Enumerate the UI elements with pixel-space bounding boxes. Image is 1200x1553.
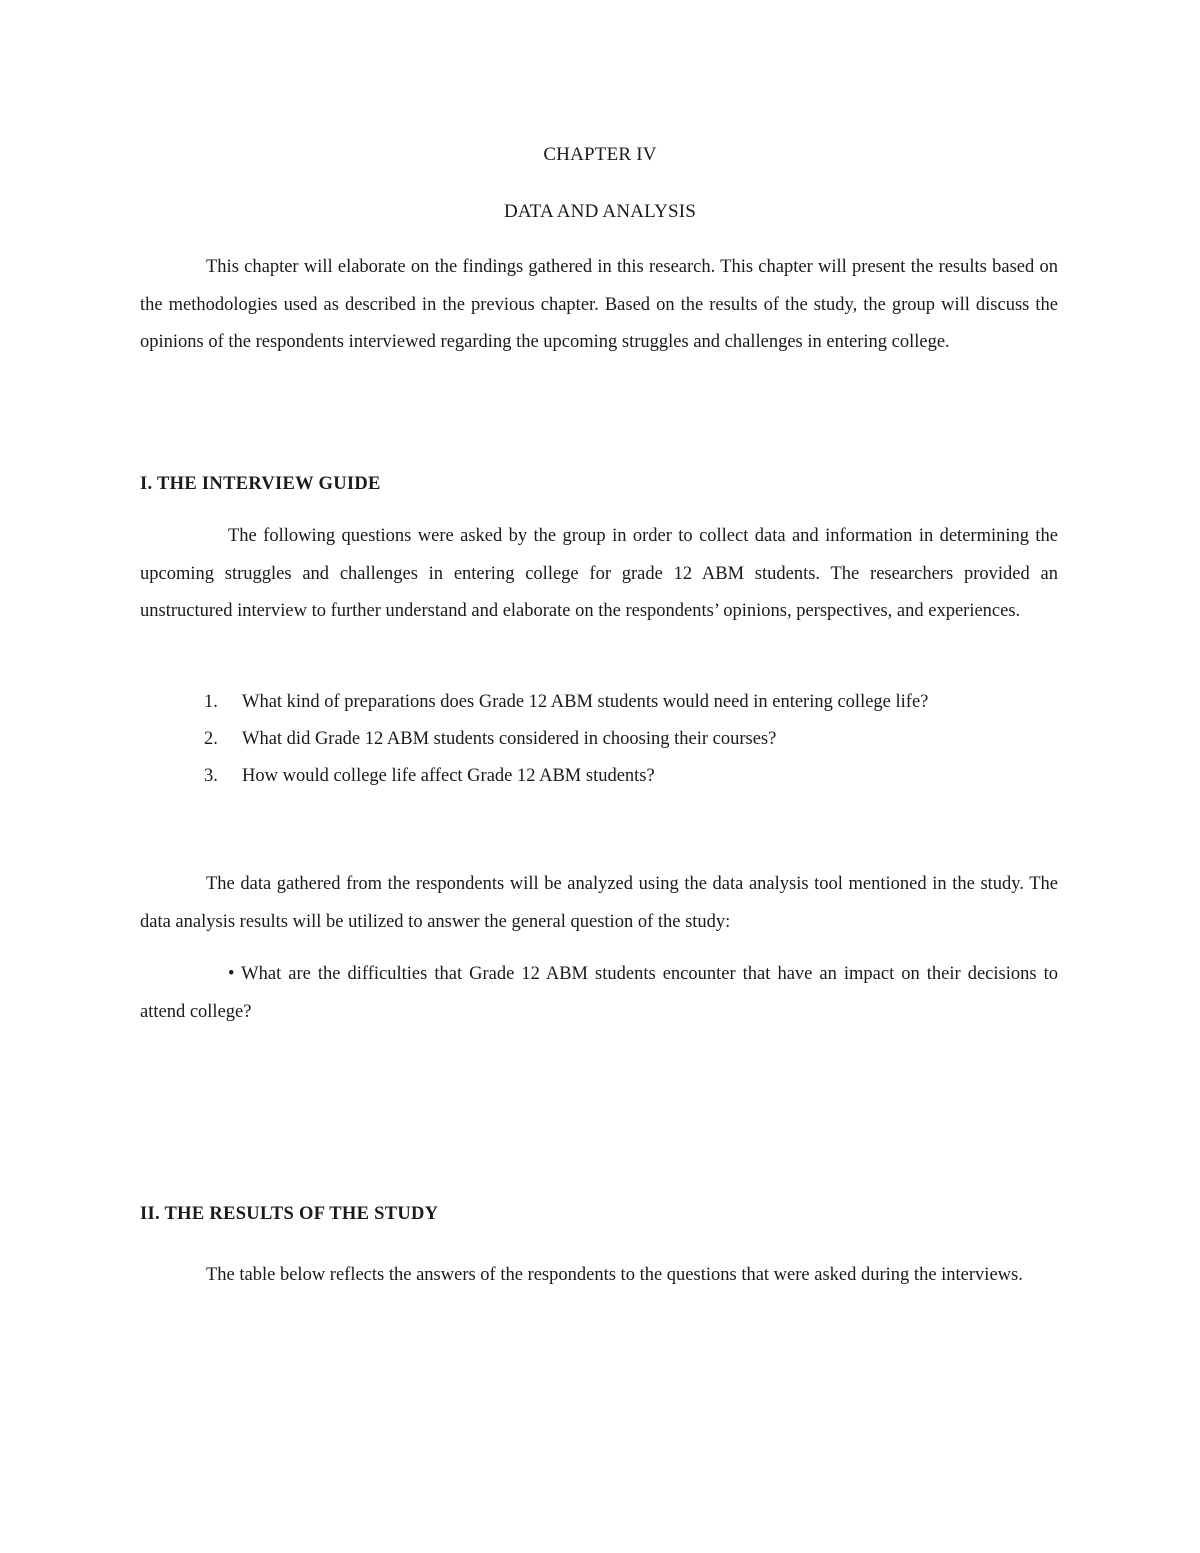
analysis-section — [140, 866, 1058, 941]
interview-guide-paragraph: The following questions were asked by the group in order to collect data and information in determining the upcoming struggles and challenges in entering college for grade 12 ABM students. The researchers provided an unstructured interview to further understand and elaborate on the respondents’ opinions, perspectives, and experiences. — [140, 526, 1058, 621]
question-text: What kind of preparations does Grade 12 ABM students would need in entering college life? — [242, 692, 929, 712]
results-section — [140, 1257, 1058, 1295]
question-text: What did Grade 12 ABM students considered in choosing their courses? — [242, 729, 777, 749]
general-question: • What are the difficulties that Grade 12 ABM students encounter that have an impact on their decisions to attend college? — [140, 964, 1058, 1022]
question-number: 2. — [204, 729, 218, 749]
section-heading-results: II. THE RESULTS OF THE STUDY — [140, 1204, 439, 1224]
list-item — [204, 758, 1064, 795]
list-item — [204, 721, 1064, 758]
intro-section — [140, 249, 1058, 362]
list-item — [204, 684, 1064, 721]
chapter-subtitle: DATA AND ANALYSIS — [503, 201, 697, 222]
interview-question-list — [204, 684, 1064, 795]
section-heading-interview-guide: I. THE INTERVIEW GUIDE — [140, 474, 381, 494]
chapter-title: CHAPTER IV — [543, 144, 657, 165]
results-paragraph: The table below reflects the answers of the respondents to the questions that were asked during the interviews. — [206, 1265, 1023, 1285]
question-number: 3. — [204, 766, 218, 786]
general-question-section — [140, 956, 1058, 1031]
interview-guide-section — [140, 518, 1058, 631]
intro-paragraph: This chapter will elaborate on the findings gathered in this research. This chapter will present the results based on the methodologies used as described in the previous chapter. Based on the results of the study, the group will discuss the opinions of the respondents interviewed regarding the upcoming struggles and challenges in entering college. — [140, 257, 1058, 352]
analysis-paragraph: The data gathered from the respondents will be analyzed using the data analysis tool mentioned in the study. The data analysis results will be utilized to answer the general question of the study: — [140, 874, 1058, 932]
question-number: 1. — [204, 692, 218, 712]
question-text: How would college life affect Grade 12 ABM students? — [242, 766, 655, 786]
